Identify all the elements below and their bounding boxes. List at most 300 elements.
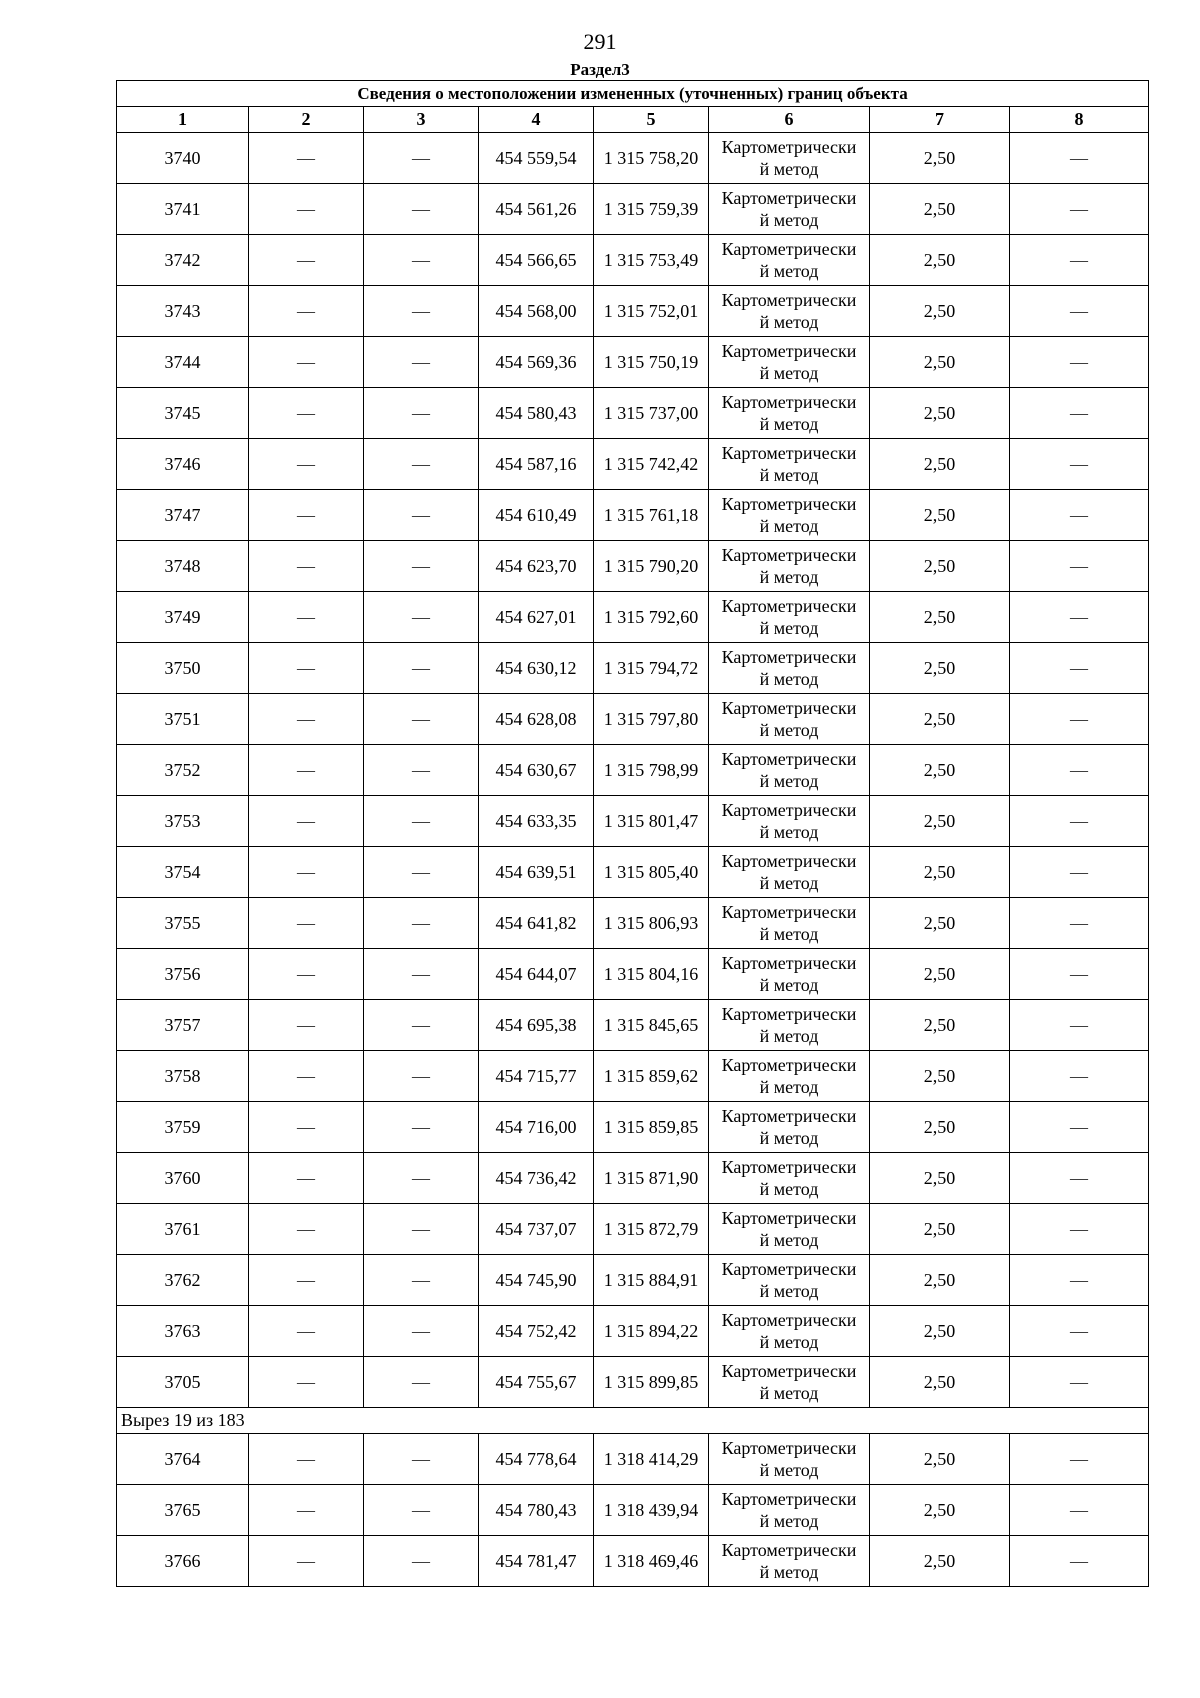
- column-2-cell: —: [249, 337, 364, 388]
- column-2-cell: —: [249, 235, 364, 286]
- column-8-cell: —: [1010, 1000, 1149, 1051]
- table-caption-row: [117, 81, 1149, 107]
- column-3-cell: —: [364, 745, 479, 796]
- accuracy-cell: 2,50: [870, 490, 1010, 541]
- table-body-group-1: [117, 133, 1149, 1408]
- y-coordinate-cell: 1 315 742,42: [594, 439, 709, 490]
- method-line-2: й метод: [759, 669, 819, 689]
- table-row: [117, 745, 1149, 796]
- accuracy-cell: 2,50: [870, 745, 1010, 796]
- y-coordinate-cell: 1 315 872,79: [594, 1204, 709, 1255]
- x-coordinate-cell: 454 641,82: [479, 898, 594, 949]
- method-line-1: Картометрически: [721, 1438, 857, 1458]
- column-3-cell: —: [364, 235, 479, 286]
- column-3-cell: —: [364, 1051, 479, 1102]
- column-2-cell: —: [249, 1051, 364, 1102]
- table-row: [117, 337, 1149, 388]
- column-3-cell: —: [364, 949, 479, 1000]
- method-line-1: Картометрически: [721, 596, 857, 616]
- method-line-2: й метод: [759, 1332, 819, 1352]
- y-coordinate-cell: 1 315 884,91: [594, 1255, 709, 1306]
- point-number-cell: 3765: [117, 1485, 249, 1536]
- accuracy-cell: 2,50: [870, 1204, 1010, 1255]
- method-cell: [709, 1153, 870, 1204]
- column-number: 3: [364, 107, 479, 133]
- point-number-cell: 3756: [117, 949, 249, 1000]
- x-coordinate-cell: 454 633,35: [479, 796, 594, 847]
- x-coordinate-cell: 454 715,77: [479, 1051, 594, 1102]
- accuracy-cell: 2,50: [870, 1255, 1010, 1306]
- column-8-cell: —: [1010, 949, 1149, 1000]
- column-8-cell: —: [1010, 1102, 1149, 1153]
- point-number-cell: 3746: [117, 439, 249, 490]
- method-cell: [709, 388, 870, 439]
- method-line-2: й метод: [759, 924, 819, 944]
- accuracy-cell: 2,50: [870, 541, 1010, 592]
- y-coordinate-cell: 1 318 469,46: [594, 1536, 709, 1587]
- x-coordinate-cell: 454 569,36: [479, 337, 594, 388]
- y-coordinate-cell: 1 315 761,18: [594, 490, 709, 541]
- column-2-cell: —: [249, 439, 364, 490]
- method-line-1: Картометрически: [721, 1310, 857, 1330]
- accuracy-cell: 2,50: [870, 235, 1010, 286]
- method-cell: [709, 1434, 870, 1485]
- point-number-cell: 3764: [117, 1434, 249, 1485]
- column-8-cell: —: [1010, 796, 1149, 847]
- method-line-2: й метод: [759, 822, 819, 842]
- x-coordinate-cell: 454 755,67: [479, 1357, 594, 1408]
- x-coordinate-cell: 454 639,51: [479, 847, 594, 898]
- column-3-cell: —: [364, 1357, 479, 1408]
- table-row: [117, 286, 1149, 337]
- table-row: [117, 184, 1149, 235]
- method-line-2: й метод: [759, 1026, 819, 1046]
- method-line-2: й метод: [759, 1077, 819, 1097]
- method-line-2: й метод: [759, 1562, 819, 1582]
- x-coordinate-cell: 454 561,26: [479, 184, 594, 235]
- point-number-cell: 3761: [117, 1204, 249, 1255]
- column-8-cell: —: [1010, 133, 1149, 184]
- column-2-cell: —: [249, 133, 364, 184]
- table-row: [117, 796, 1149, 847]
- method-cell: [709, 286, 870, 337]
- y-coordinate-cell: 1 315 759,39: [594, 184, 709, 235]
- y-coordinate-cell: 1 315 801,47: [594, 796, 709, 847]
- accuracy-cell: 2,50: [870, 1434, 1010, 1485]
- method-line-1: Картометрически: [721, 290, 857, 310]
- accuracy-cell: 2,50: [870, 133, 1010, 184]
- table-row: [117, 1255, 1149, 1306]
- column-8-cell: —: [1010, 898, 1149, 949]
- column-8-cell: —: [1010, 694, 1149, 745]
- column-8-cell: —: [1010, 1434, 1149, 1485]
- method-cell: [709, 1357, 870, 1408]
- column-2-cell: —: [249, 388, 364, 439]
- point-number-cell: 3766: [117, 1536, 249, 1587]
- cut-separator: [117, 1408, 1149, 1434]
- column-2-cell: —: [249, 1306, 364, 1357]
- method-line-2: й метод: [759, 210, 819, 230]
- method-cell: [709, 643, 870, 694]
- table-row: [117, 1485, 1149, 1536]
- column-2-cell: —: [249, 592, 364, 643]
- table-row: [117, 898, 1149, 949]
- method-line-2: й метод: [759, 567, 819, 587]
- point-number-cell: 3705: [117, 1357, 249, 1408]
- method-line-1: Картометрически: [721, 749, 857, 769]
- column-3-cell: —: [364, 1000, 479, 1051]
- method-line-2: й метод: [759, 771, 819, 791]
- point-number-cell: 3758: [117, 1051, 249, 1102]
- method-line-2: й метод: [759, 1383, 819, 1403]
- y-coordinate-cell: 1 315 750,19: [594, 337, 709, 388]
- table-row: [117, 1153, 1149, 1204]
- method-line-2: й метод: [759, 1179, 819, 1199]
- method-line-1: Картометрически: [721, 341, 857, 361]
- page-number: 291: [583, 29, 617, 54]
- column-number: 8: [1010, 107, 1149, 133]
- accuracy-cell: 2,50: [870, 1306, 1010, 1357]
- method-cell: [709, 1000, 870, 1051]
- column-3-cell: —: [364, 1204, 479, 1255]
- column-8-cell: —: [1010, 643, 1149, 694]
- column-2-cell: —: [249, 286, 364, 337]
- x-coordinate-cell: 454 568,00: [479, 286, 594, 337]
- method-cell: [709, 847, 870, 898]
- table-row: [117, 1204, 1149, 1255]
- accuracy-cell: 2,50: [870, 1000, 1010, 1051]
- table-row: [117, 1306, 1149, 1357]
- accuracy-cell: 2,50: [870, 337, 1010, 388]
- table-caption: Сведения о местоположении измененных (уточненных) границ объекта: [117, 81, 1149, 107]
- table-row: [117, 1000, 1149, 1051]
- method-line-2: й метод: [759, 414, 819, 434]
- accuracy-cell: 2,50: [870, 847, 1010, 898]
- column-2-cell: —: [249, 1153, 364, 1204]
- column-2-cell: —: [249, 949, 364, 1000]
- boundary-coordinates-table: [116, 80, 1149, 1587]
- cut-row: [117, 1408, 1149, 1434]
- y-coordinate-cell: 1 318 414,29: [594, 1434, 709, 1485]
- y-coordinate-cell: 1 318 439,94: [594, 1485, 709, 1536]
- method-cell: [709, 949, 870, 1000]
- point-number-cell: 3760: [117, 1153, 249, 1204]
- column-8-cell: —: [1010, 1153, 1149, 1204]
- column-8-cell: —: [1010, 286, 1149, 337]
- column-3-cell: —: [364, 286, 479, 337]
- accuracy-cell: 2,50: [870, 643, 1010, 694]
- method-cell: [709, 541, 870, 592]
- x-coordinate-cell: 454 752,42: [479, 1306, 594, 1357]
- accuracy-cell: 2,50: [870, 1485, 1010, 1536]
- column-2-cell: —: [249, 1204, 364, 1255]
- method-line-1: Картометрически: [721, 1540, 857, 1560]
- y-coordinate-cell: 1 315 752,01: [594, 286, 709, 337]
- y-coordinate-cell: 1 315 792,60: [594, 592, 709, 643]
- x-coordinate-cell: 454 737,07: [479, 1204, 594, 1255]
- method-line-1: Картометрически: [721, 851, 857, 871]
- point-number-cell: 3745: [117, 388, 249, 439]
- column-8-cell: —: [1010, 184, 1149, 235]
- table-row: [117, 235, 1149, 286]
- method-cell: [709, 337, 870, 388]
- accuracy-cell: 2,50: [870, 1536, 1010, 1587]
- column-8-cell: —: [1010, 337, 1149, 388]
- accuracy-cell: 2,50: [870, 286, 1010, 337]
- column-2-cell: —: [249, 490, 364, 541]
- point-number-cell: 3755: [117, 898, 249, 949]
- point-number-cell: 3749: [117, 592, 249, 643]
- column-8-cell: —: [1010, 745, 1149, 796]
- column-8-cell: —: [1010, 1051, 1149, 1102]
- method-line-1: Картометрически: [721, 1489, 857, 1509]
- column-2-cell: —: [249, 745, 364, 796]
- accuracy-cell: 2,50: [870, 1153, 1010, 1204]
- point-number-cell: 3744: [117, 337, 249, 388]
- table-row: [117, 592, 1149, 643]
- accuracy-cell: 2,50: [870, 694, 1010, 745]
- method-line-1: Картометрически: [721, 1208, 857, 1228]
- column-number: 7: [870, 107, 1010, 133]
- accuracy-cell: 2,50: [870, 1357, 1010, 1408]
- method-line-2: й метод: [759, 1460, 819, 1480]
- x-coordinate-cell: 454 627,01: [479, 592, 594, 643]
- column-3-cell: —: [364, 490, 479, 541]
- table-row: [117, 643, 1149, 694]
- table-row: [117, 541, 1149, 592]
- column-2-cell: —: [249, 898, 364, 949]
- method-cell: [709, 439, 870, 490]
- column-8-cell: —: [1010, 592, 1149, 643]
- method-cell: [709, 694, 870, 745]
- column-2-cell: —: [249, 847, 364, 898]
- y-coordinate-cell: 1 315 804,16: [594, 949, 709, 1000]
- method-line-1: Картометрически: [721, 545, 857, 565]
- method-cell: [709, 796, 870, 847]
- x-coordinate-cell: 454 630,67: [479, 745, 594, 796]
- column-8-cell: —: [1010, 1357, 1149, 1408]
- column-8-cell: —: [1010, 388, 1149, 439]
- method-cell: [709, 898, 870, 949]
- column-3-cell: —: [364, 898, 479, 949]
- method-line-2: й метод: [759, 1511, 819, 1531]
- column-3-cell: —: [364, 592, 479, 643]
- y-coordinate-cell: 1 315 798,99: [594, 745, 709, 796]
- method-line-2: й метод: [759, 159, 819, 179]
- method-cell: [709, 1102, 870, 1153]
- method-line-2: й метод: [759, 720, 819, 740]
- column-3-cell: —: [364, 337, 479, 388]
- point-number-cell: 3759: [117, 1102, 249, 1153]
- point-number-cell: 3753: [117, 796, 249, 847]
- y-coordinate-cell: 1 315 806,93: [594, 898, 709, 949]
- table-body-group-2: [117, 1434, 1149, 1587]
- table-row: [117, 847, 1149, 898]
- y-coordinate-cell: 1 315 805,40: [594, 847, 709, 898]
- column-8-cell: —: [1010, 1485, 1149, 1536]
- column-number: 5: [594, 107, 709, 133]
- column-8-cell: —: [1010, 541, 1149, 592]
- accuracy-cell: 2,50: [870, 184, 1010, 235]
- x-coordinate-cell: 454 580,43: [479, 388, 594, 439]
- column-2-cell: —: [249, 184, 364, 235]
- method-line-2: й метод: [759, 312, 819, 332]
- point-number-cell: 3752: [117, 745, 249, 796]
- column-3-cell: —: [364, 1485, 479, 1536]
- x-coordinate-cell: 454 628,08: [479, 694, 594, 745]
- table-row: [117, 1536, 1149, 1587]
- x-coordinate-cell: 454 566,65: [479, 235, 594, 286]
- method-cell: [709, 490, 870, 541]
- column-3-cell: —: [364, 847, 479, 898]
- column-3-cell: —: [364, 643, 479, 694]
- method-cell: [709, 592, 870, 643]
- method-cell: [709, 133, 870, 184]
- column-8-cell: —: [1010, 1306, 1149, 1357]
- y-coordinate-cell: 1 315 859,85: [594, 1102, 709, 1153]
- point-number-cell: 3763: [117, 1306, 249, 1357]
- table-row: [117, 694, 1149, 745]
- column-3-cell: —: [364, 541, 479, 592]
- column-2-cell: —: [249, 796, 364, 847]
- y-coordinate-cell: 1 315 797,80: [594, 694, 709, 745]
- method-cell: [709, 1051, 870, 1102]
- column-8-cell: —: [1010, 235, 1149, 286]
- point-number-cell: 3741: [117, 184, 249, 235]
- y-coordinate-cell: 1 315 758,20: [594, 133, 709, 184]
- column-3-cell: —: [364, 1434, 479, 1485]
- method-cell: [709, 1536, 870, 1587]
- column-8-cell: —: [1010, 1255, 1149, 1306]
- method-cell: [709, 1255, 870, 1306]
- column-number: 4: [479, 107, 594, 133]
- table-row: [117, 133, 1149, 184]
- method-line-2: й метод: [759, 261, 819, 281]
- column-2-cell: —: [249, 1255, 364, 1306]
- column-2-cell: —: [249, 1434, 364, 1485]
- method-line-1: Картометрически: [721, 494, 857, 514]
- section-title: Раздел3: [570, 60, 630, 79]
- point-number-cell: 3743: [117, 286, 249, 337]
- table-row: [117, 949, 1149, 1000]
- y-coordinate-cell: 1 315 737,00: [594, 388, 709, 439]
- method-line-1: Картометрически: [721, 698, 857, 718]
- point-number-cell: 3754: [117, 847, 249, 898]
- x-coordinate-cell: 454 610,49: [479, 490, 594, 541]
- accuracy-cell: 2,50: [870, 796, 1010, 847]
- point-number-cell: 3748: [117, 541, 249, 592]
- column-3-cell: —: [364, 1255, 479, 1306]
- point-number-cell: 3757: [117, 1000, 249, 1051]
- y-coordinate-cell: 1 315 794,72: [594, 643, 709, 694]
- accuracy-cell: 2,50: [870, 592, 1010, 643]
- column-number: 2: [249, 107, 364, 133]
- column-8-cell: —: [1010, 1536, 1149, 1587]
- method-line-1: Картометрически: [721, 953, 857, 973]
- method-line-1: Картометрически: [721, 1361, 857, 1381]
- column-3-cell: —: [364, 1306, 479, 1357]
- method-cell: [709, 745, 870, 796]
- method-line-2: й метод: [759, 363, 819, 383]
- y-coordinate-cell: 1 315 790,20: [594, 541, 709, 592]
- column-2-cell: —: [249, 1000, 364, 1051]
- accuracy-cell: 2,50: [870, 388, 1010, 439]
- point-number-cell: 3742: [117, 235, 249, 286]
- method-line-1: Картометрически: [721, 1055, 857, 1075]
- method-line-1: Картометрически: [721, 137, 857, 157]
- method-line-1: Картометрически: [721, 1259, 857, 1279]
- table-row: [117, 388, 1149, 439]
- y-coordinate-cell: 1 315 871,90: [594, 1153, 709, 1204]
- x-coordinate-cell: 454 623,70: [479, 541, 594, 592]
- table-row: [117, 439, 1149, 490]
- method-line-2: й метод: [759, 516, 819, 536]
- x-coordinate-cell: 454 644,07: [479, 949, 594, 1000]
- method-line-1: Картометрически: [721, 239, 857, 259]
- column-3-cell: —: [364, 388, 479, 439]
- point-number-cell: 3762: [117, 1255, 249, 1306]
- method-line-1: Картометрически: [721, 392, 857, 412]
- x-coordinate-cell: 454 745,90: [479, 1255, 594, 1306]
- method-line-2: й метод: [759, 465, 819, 485]
- column-number: 1: [117, 107, 249, 133]
- method-line-2: й метод: [759, 873, 819, 893]
- column-8-cell: —: [1010, 439, 1149, 490]
- column-3-cell: —: [364, 1536, 479, 1587]
- column-3-cell: —: [364, 1102, 479, 1153]
- point-number-cell: 3751: [117, 694, 249, 745]
- method-line-1: Картометрически: [721, 188, 857, 208]
- x-coordinate-cell: 454 695,38: [479, 1000, 594, 1051]
- y-coordinate-cell: 1 315 753,49: [594, 235, 709, 286]
- method-line-2: й метод: [759, 618, 819, 638]
- column-3-cell: —: [364, 439, 479, 490]
- table-row: [117, 1102, 1149, 1153]
- x-coordinate-cell: 454 778,64: [479, 1434, 594, 1485]
- column-2-cell: —: [249, 643, 364, 694]
- accuracy-cell: 2,50: [870, 439, 1010, 490]
- x-coordinate-cell: 454 736,42: [479, 1153, 594, 1204]
- column-3-cell: —: [364, 694, 479, 745]
- method-line-2: й метод: [759, 975, 819, 995]
- method-line-1: Картометрически: [721, 1106, 857, 1126]
- column-2-cell: —: [249, 1485, 364, 1536]
- table-row: [117, 1051, 1149, 1102]
- point-number-cell: 3747: [117, 490, 249, 541]
- method-line-1: Картометрически: [721, 443, 857, 463]
- method-line-1: Картометрически: [721, 902, 857, 922]
- column-3-cell: —: [364, 184, 479, 235]
- x-coordinate-cell: 454 559,54: [479, 133, 594, 184]
- point-number-cell: 3750: [117, 643, 249, 694]
- method-line-1: Картометрически: [721, 1157, 857, 1177]
- column-2-cell: —: [249, 1357, 364, 1408]
- method-line-2: й метод: [759, 1230, 819, 1250]
- y-coordinate-cell: 1 315 845,65: [594, 1000, 709, 1051]
- column-number: 6: [709, 107, 870, 133]
- y-coordinate-cell: 1 315 894,22: [594, 1306, 709, 1357]
- accuracy-cell: 2,50: [870, 898, 1010, 949]
- method-cell: [709, 235, 870, 286]
- column-number-row: [117, 107, 1149, 133]
- column-8-cell: —: [1010, 1204, 1149, 1255]
- accuracy-cell: 2,50: [870, 1102, 1010, 1153]
- table-row: [117, 1434, 1149, 1485]
- method-line-2: й метод: [759, 1281, 819, 1301]
- method-line-1: Картометрически: [721, 1004, 857, 1024]
- y-coordinate-cell: 1 315 899,85: [594, 1357, 709, 1408]
- method-cell: [709, 1204, 870, 1255]
